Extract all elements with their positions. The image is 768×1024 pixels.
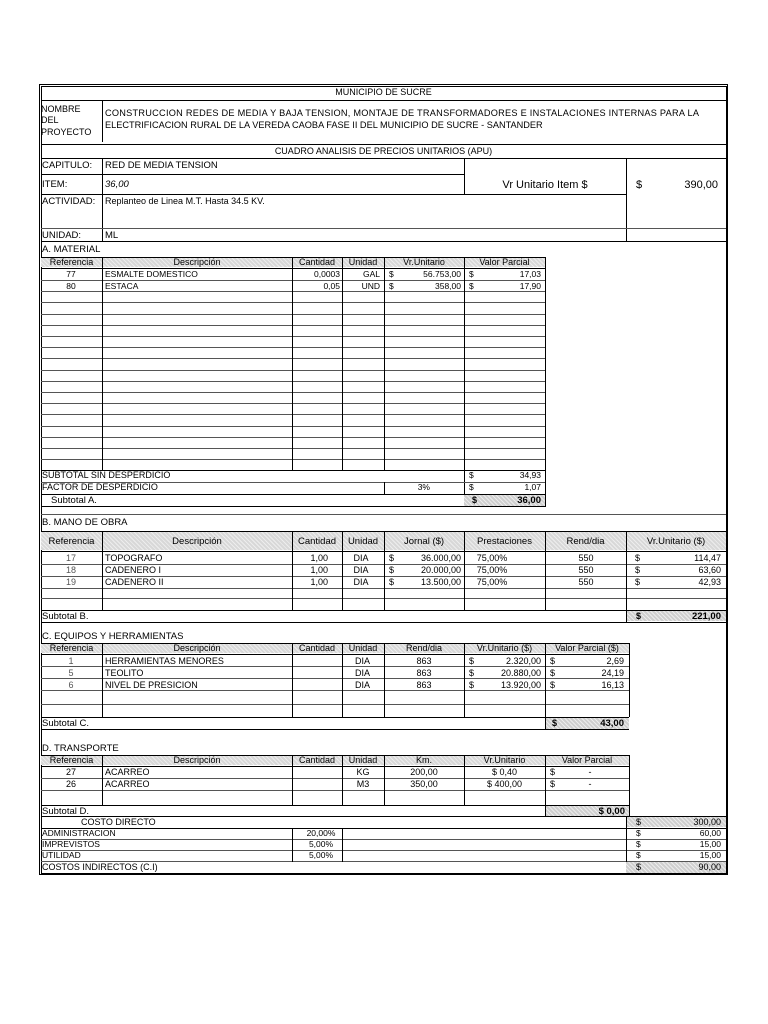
table-row-line (41, 336, 545, 337)
table-line (41, 717, 629, 718)
table-col-line (342, 643, 343, 717)
table-row-line (41, 690, 629, 691)
mano-prestaciones: 75,00% (476, 577, 508, 587)
table-row-line (41, 381, 545, 382)
indirecto-pct: 20,00% (306, 828, 336, 838)
actividad-label: ACTIVIDAD: (42, 196, 96, 207)
table-col-line (464, 531, 465, 610)
equipos-vp: 16,13 (601, 680, 624, 690)
equipos-rend: 863 (416, 656, 432, 666)
subtotal-a-currency: $ (472, 495, 478, 505)
ci-currency: $ (636, 862, 642, 872)
material-ref: 77 (66, 269, 76, 279)
col-unidad: Unidad (347, 536, 379, 547)
mano-vu: 63,60 (698, 565, 721, 575)
mano-prestaciones: 75,00% (476, 553, 508, 563)
table-row-line (41, 291, 545, 292)
equipos-vu-currency: $ (469, 668, 475, 678)
indirecto-value: 15,00 (699, 839, 721, 849)
mano-jornal: 20.000,00 (420, 565, 461, 575)
col-prestaciones: Prestaciones (477, 536, 532, 547)
transporte-desc: ACARREO (105, 767, 150, 777)
col-vr-unitario: Vr.Unitario ($) (646, 536, 706, 547)
section-line (41, 514, 726, 515)
project-name-line2: ELECTRIFICACION RURAL DE LA VEREDA CAOBA FASE II DEL MUNICIPIO DE SUCRE - SANTANDER (105, 120, 543, 130)
col-descripcion: Descripción (173, 257, 221, 267)
table-col-line (292, 755, 293, 805)
table-col-line (626, 610, 627, 622)
table-col-line (384, 257, 385, 470)
material-unidad: UND (361, 281, 380, 291)
equipos-unidad: DIA (355, 656, 371, 666)
table-col-line (545, 531, 546, 610)
table-col-line (342, 257, 343, 470)
table-row-line (41, 370, 545, 371)
table-col-line (384, 531, 385, 610)
material-vu-currency: $ (389, 269, 394, 279)
equipos-vp-currency: $ (550, 656, 556, 666)
subtotal-sin-value: 34,93 (519, 470, 541, 480)
mano-unidad: DIA (353, 553, 369, 563)
table-col-line (384, 755, 385, 805)
unidad-value: ML (105, 230, 119, 241)
indirecto-pct: 5,00% (308, 850, 334, 860)
col-vr-unitario: Vr.Unitario ($) (476, 643, 533, 653)
table-col-line (629, 643, 630, 717)
table-col-line (342, 755, 343, 805)
mano-unidad: DIA (353, 565, 369, 575)
section-title: A. MATERIAL (42, 244, 101, 255)
col-referencia: Referencia (49, 643, 94, 653)
table-line (41, 654, 629, 655)
mano-cantidad: 1,00 (310, 577, 328, 587)
mano-vu-currency: $ (635, 577, 641, 587)
table-col-line (292, 643, 293, 717)
indirecto-currency: $ (636, 839, 641, 849)
table-col-line (626, 531, 627, 610)
equipos-unidad: DIA (355, 680, 371, 690)
equipos-rend: 863 (416, 680, 432, 690)
col-referencia: Referencia (48, 536, 95, 547)
table-row-line (41, 392, 545, 393)
transporte-desc: ACARREO (105, 779, 150, 789)
mano-ref: 18 (65, 565, 76, 575)
col-unidad: Unidad (348, 755, 378, 765)
table-col-line (342, 531, 343, 610)
table-col-line (102, 531, 103, 610)
table-col-line (545, 257, 546, 507)
capitulo-value: RED DE MEDIA TENSION (105, 160, 218, 171)
mano-vu: 114,47 (694, 553, 721, 563)
capitulo-label: CAPITULO: (42, 160, 93, 171)
transporte-ref: 27 (65, 767, 76, 777)
equipos-rend: 863 (416, 668, 432, 678)
table-row-line (41, 280, 545, 281)
factor-desperdicio-label: FACTOR DE DESPERDICIO (42, 482, 158, 492)
col-cantidad: Cantidad (298, 755, 336, 765)
table-row-line (41, 704, 629, 705)
transporte-ref: 26 (65, 779, 76, 789)
equipos-vu-currency: $ (469, 656, 475, 666)
table-col-line (464, 257, 465, 470)
header-line (41, 228, 726, 229)
unidad-label: UNIDAD: (42, 230, 82, 241)
header-line (41, 158, 726, 159)
table-row-line (41, 325, 545, 326)
subtotal-b-currency: $ (636, 611, 642, 621)
subtotal-b-label: Subtotal B. (42, 611, 89, 622)
table-row-line (41, 459, 545, 460)
table-line (41, 805, 629, 806)
material-desc: ESMALTE DOMESTICO (105, 269, 198, 279)
col-valor-parcial: Valor Parcial (561, 755, 613, 765)
table-row-line (41, 850, 726, 851)
table-col-line (464, 755, 465, 805)
nombre-label: PROYECTO (41, 127, 92, 137)
equipos-vp-currency: $ (550, 668, 556, 678)
nombre-label: NOMBRE (41, 104, 81, 114)
equipos-desc: NIVEL DE PRESICION (105, 680, 198, 690)
material-vp: 17,03 (519, 269, 541, 279)
header-line (41, 241, 726, 242)
mano-desc: CADENERO II (105, 577, 164, 587)
table-line (41, 610, 726, 611)
table-col-line (545, 755, 546, 805)
subtotal-c-currency: $ (552, 718, 558, 728)
mano-jornal: 36.000,00 (420, 553, 461, 563)
table-col-line (464, 643, 465, 717)
transporte-vp-currency: $ (550, 767, 556, 777)
table-col-line (342, 828, 343, 862)
mano-desc: CADENERO I (105, 565, 162, 575)
item-label: ITEM: (42, 179, 68, 190)
costo-directo-currency: $ (636, 817, 642, 827)
col-vr-unitario: Vr.Unitario (403, 257, 445, 267)
transporte-vu: $ 0,40 (491, 767, 518, 777)
mano-vu: 42,93 (698, 577, 721, 587)
transporte-vp: - (588, 779, 592, 789)
table-col-line (545, 643, 546, 717)
header-line (41, 174, 464, 175)
table-col-line (629, 755, 630, 805)
indirecto-label: IMPREVISTOS (42, 839, 100, 849)
col-descripcion: Descripción (173, 643, 221, 653)
table-row-line (41, 302, 545, 303)
mano-rend: 550 (578, 553, 594, 563)
mano-vu-currency: $ (635, 553, 641, 563)
equipos-vu: 2.320,00 (505, 656, 541, 666)
indirecto-pct: 5,00% (308, 839, 334, 849)
mano-rend: 550 (578, 577, 594, 587)
table-row-line (41, 403, 545, 404)
col-valor-parcial: Valor Parcial ($) (555, 643, 619, 653)
table-col-line (545, 717, 546, 729)
mano-ref: 17 (65, 553, 76, 563)
costo-directo-label: COSTO DIRECTO (81, 817, 156, 827)
material-ref: 80 (66, 281, 76, 291)
equipos-desc: TEOLITO (105, 668, 144, 678)
mano-desc: TOPOGRAFO (105, 553, 163, 563)
col-descripcion: Descripción (172, 536, 222, 547)
material-vu: 358,00 (435, 281, 461, 291)
equipos-vp: 2,69 (606, 656, 624, 666)
col-cantidad: Cantidad (297, 536, 337, 547)
mano-ref: 19 (65, 577, 76, 587)
material-vp: 17,90 (519, 281, 541, 291)
factor-pct: 3% (417, 482, 430, 492)
col-vr-unitario: Vr.Unitario (483, 755, 526, 765)
equipos-ref: 5 (68, 668, 74, 678)
table-col-line (102, 755, 103, 805)
mano-jornal-currency: $ (389, 565, 395, 575)
mano-cantidad: 1,00 (310, 553, 328, 563)
material-vp-currency: $ (469, 281, 474, 291)
col-jornal: Jornal ($) (403, 536, 445, 547)
table-line (41, 873, 726, 874)
col-rend-dia: Rend/dia (405, 643, 443, 653)
col-rend-dia: Rend/dia (566, 536, 605, 547)
material-vu: 56.753,00 (423, 269, 461, 279)
col-unidad: Unidad (348, 257, 378, 267)
table-col-line (102, 643, 103, 717)
equipos-vu: 13.920,00 (500, 680, 541, 690)
mano-jornal-currency: $ (389, 553, 395, 563)
subtotal-b-value: 221,00 (691, 611, 721, 622)
project-name-line1: CONSTRUCCION REDES DE MEDIA Y BAJA TENSION, MONTAJE DE TRANSFORMADORES E INSTALACIONES INTERNAS PARA LA (105, 108, 700, 118)
table-col-line (292, 531, 293, 610)
subtotal-c-value: 43,00 (600, 718, 624, 729)
equipos-ref: 6 (68, 680, 74, 690)
transporte-vp-currency: $ (550, 779, 556, 789)
transporte-vu: $ 400,00 (486, 779, 523, 789)
vr-unitario-label: Vr Unitario Item $ (502, 179, 588, 191)
table-row-line (41, 666, 629, 667)
header-divider (102, 100, 103, 142)
table-line (41, 257, 545, 258)
equipos-vu: 20.880,00 (500, 668, 541, 678)
header-line (41, 144, 726, 145)
table-row-line (41, 347, 545, 348)
table-col-line (384, 643, 385, 717)
equipos-unidad: DIA (355, 668, 371, 678)
material-vu-currency: $ (389, 281, 394, 291)
transporte-unidad: KG (356, 767, 370, 777)
mano-jornal: 13.500,00 (420, 577, 461, 587)
subtotal-d-label: Subtotal D. (42, 806, 89, 817)
col-unidad: Unidad (348, 643, 378, 653)
indirecto-label: UTILIDAD (42, 850, 81, 860)
equipos-desc: HERRAMIENTAS MENORES (105, 656, 224, 666)
table-line (41, 729, 629, 730)
table-col-line (292, 828, 293, 862)
actividad-value: Replanteo de Linea M.T. Hasta 34.5 KV. (105, 196, 265, 206)
table-row-line (41, 314, 545, 315)
section-title: C. EQUIPOS Y HERRAMIENTAS (42, 631, 184, 642)
section-title: D. TRANSPORTE (42, 743, 119, 754)
table-row-line (41, 778, 629, 779)
indirecto-label: ADMINISTRACION (42, 828, 116, 838)
factor-value: 1,07 (524, 482, 541, 492)
ci-value: 90,00 (698, 862, 721, 872)
material-desc: ESTACA (105, 281, 139, 291)
col-km: Km. (415, 755, 432, 765)
equipos-ref: 1 (68, 656, 74, 666)
mano-vu-currency: $ (635, 565, 641, 575)
costo-directo-value: 300,00 (693, 817, 721, 827)
vr-unitario-currency: $ (636, 179, 643, 191)
material-vp-currency: $ (469, 269, 474, 279)
cuadro-title: CUADRO ANALISIS DE PRECIOS UNITARIOS (APU) (274, 146, 493, 156)
equipos-vp-currency: $ (550, 680, 556, 690)
subtotal-sin-desperdicio-label: SUBTOTAL SIN DESPERDICIO (42, 470, 171, 480)
col-referencia: Referencia (49, 755, 94, 765)
municipio-title: MUNICIPIO DE SUCRE (335, 87, 432, 97)
subtotal-a-label: Subtotal A. (51, 495, 97, 506)
header-line (41, 194, 626, 195)
col-cantidad: Cantidad (298, 643, 336, 653)
col-referencia: Referencia (49, 257, 94, 267)
subtotal-c-label: Subtotal C. (42, 718, 89, 729)
col-cantidad: Cantidad (298, 257, 336, 267)
outer-border-right (726, 86, 727, 874)
mano-unidad: DIA (353, 577, 369, 587)
table-line (41, 506, 545, 507)
mano-rend: 550 (578, 565, 594, 575)
indirecto-value: 60,00 (699, 828, 721, 838)
transporte-km: 350,00 (410, 779, 438, 789)
table-row-line (41, 358, 545, 359)
mano-prestaciones: 75,00% (476, 565, 508, 575)
equipos-vu-currency: $ (469, 680, 475, 690)
col-descripcion: Descripción (173, 755, 221, 765)
table-row-line (41, 414, 545, 415)
indirecto-currency: $ (636, 850, 641, 860)
costos-indirectos-label: COSTOS INDIRECTOS (C.I) (42, 862, 158, 872)
indirecto-currency: $ (636, 828, 641, 838)
transporte-vp: - (588, 767, 592, 777)
table-row-line (41, 448, 545, 449)
table-col-line (102, 257, 103, 470)
table-row-line (41, 426, 545, 427)
subtotal-sin-currency: $ (469, 470, 474, 480)
vr-unitario-value: 390,00 (684, 179, 718, 191)
header-line (41, 100, 726, 101)
equipos-vp: 24,19 (601, 668, 624, 678)
transporte-unidad: M3 (356, 779, 370, 789)
material-unidad: GAL (362, 269, 380, 279)
material-cantidad: 0,05 (323, 281, 340, 291)
table-row-line (41, 678, 629, 679)
item-value: 36,00 (105, 179, 129, 190)
material-cantidad: 0,0003 (314, 269, 340, 279)
section-title: B. MANO DE OBRA (42, 517, 128, 528)
subtotal-a-value: 36,00 (517, 495, 541, 506)
table-line (41, 622, 726, 623)
factor-currency: $ (469, 482, 474, 492)
table-row-line (41, 790, 629, 791)
transporte-km: 200,00 (410, 767, 438, 777)
mano-cantidad: 1,00 (310, 565, 328, 575)
mano-jornal-currency: $ (389, 577, 395, 587)
col-valor-parcial: Valor Parcial (479, 257, 530, 267)
table-col-line (292, 257, 293, 470)
indirecto-value: 15,00 (699, 850, 721, 860)
nombre-label: DEL (41, 115, 59, 125)
table-row-line (41, 437, 545, 438)
subtotal-d-value: $ 0,00 (598, 806, 625, 817)
table-row-line (41, 839, 726, 840)
